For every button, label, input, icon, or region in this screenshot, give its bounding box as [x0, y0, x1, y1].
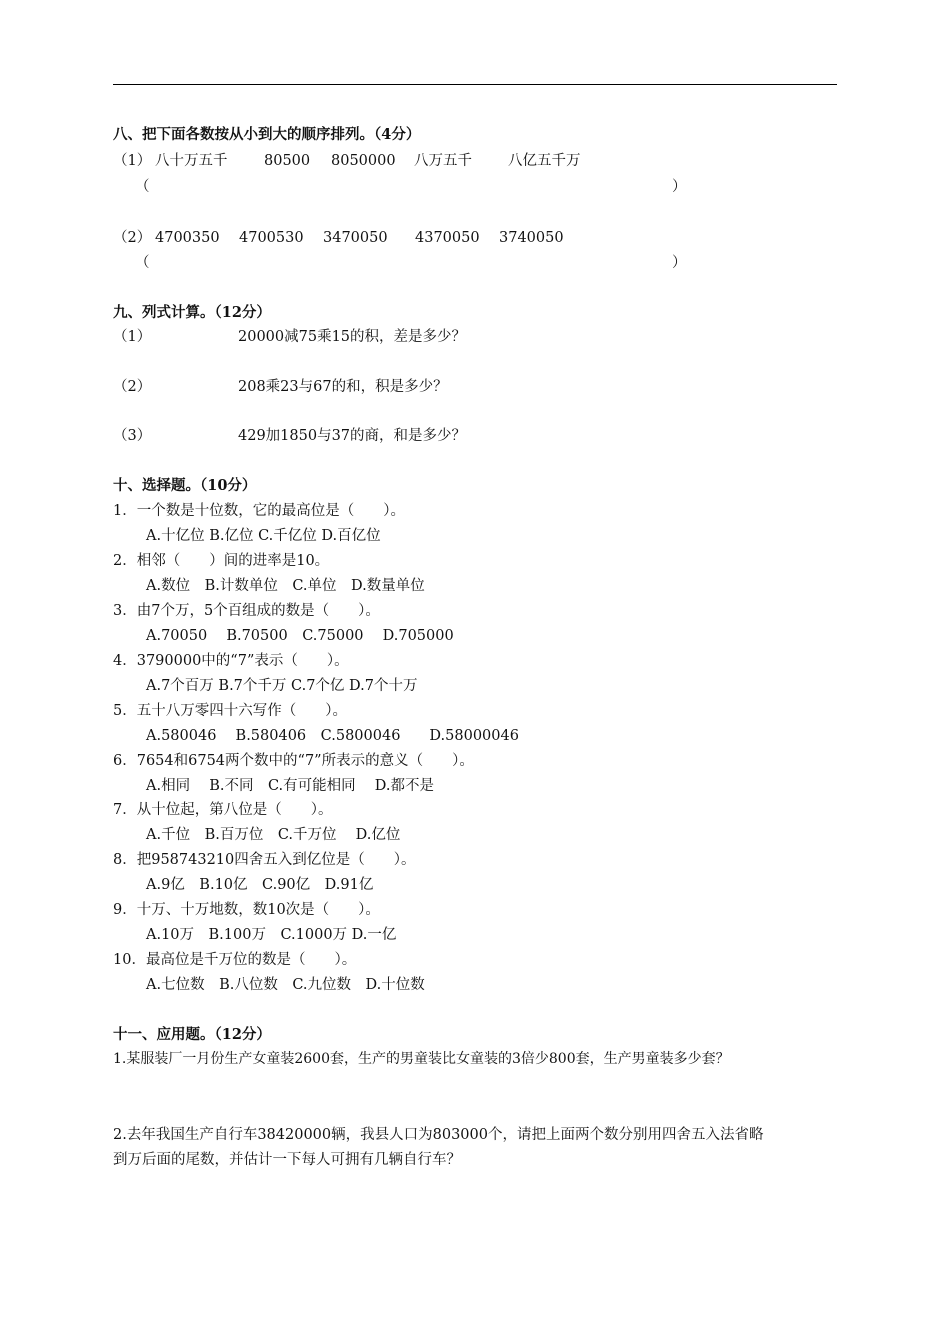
mc-options: A.相同 B.不同 C.有可能相同 D.都不是: [146, 778, 434, 794]
s9-item-label: （1）: [113, 329, 152, 345]
mc-options: A.七位数 B.八位数 C.九位数 D.十位数: [146, 977, 425, 993]
mc-question: 1．一个数是十位数，它的最高位是（ ）。: [113, 503, 405, 519]
s8-q2-item: 4700530: [239, 230, 304, 246]
mc-options: A.580046 B.580406 C.5800046 D.58000046: [146, 728, 519, 744]
mc-question: 7．从十位起，第八位是（ ）。: [113, 802, 333, 818]
section-11-title: 十一、应用题。（12分）: [113, 1026, 271, 1043]
mc-options: A.70050 B.70500 C.75000 D.705000: [146, 628, 454, 644]
s8-q2-label: （2）: [113, 230, 152, 246]
s9-item-text: 429加1850与37的商，和是多少？: [238, 428, 467, 444]
s8-q2-item: 4700350: [155, 230, 220, 246]
word-problem-2-line2: 到万后面的尾数，并估计一下每人可拥有几辆自行车？: [113, 1152, 461, 1168]
mc-question: 8．把958743210四舍五入到亿位是（ ）。: [113, 852, 416, 868]
mc-options: A.7个百万 B.7个千万 C.7个亿 D.7个十万: [146, 678, 418, 694]
mc-question: 4．3790000中的“7”表示（ ）。: [113, 653, 349, 669]
s8-q1-item: 8050000: [331, 153, 396, 169]
s8-q1-item: 八万五千: [414, 153, 472, 169]
s8-q2-item: 3740050: [499, 230, 564, 246]
section-10-title: 十、选择题。（10分）: [113, 477, 257, 494]
mc-options: A.数位 B.计数单位 C.单位 D.数量单位: [146, 578, 425, 594]
mc-options: A.千位 B.百万位 C.千万位 D.亿位: [146, 827, 401, 843]
mc-question: 10．最高位是千万位的数是（ ）。: [113, 952, 357, 968]
s8-q1-label: （1）: [113, 153, 152, 169]
header-rule: [113, 84, 837, 85]
mc-question: 6．7654和6754两个数中的“7”所表示的意义（ ）。: [113, 753, 474, 769]
s8-q2-answer-close: ）: [672, 255, 687, 271]
s8-q1-answer-open: （: [135, 179, 150, 195]
mc-question: 5．五十八万零四十六写作（ ）。: [113, 703, 347, 719]
s9-item-label: （3）: [113, 428, 152, 444]
mc-options: A.9亿 B.10亿 C.90亿 D.91亿: [146, 877, 374, 893]
s8-q2-item: 4370050: [415, 230, 480, 246]
s9-item-label: （2）: [113, 379, 152, 395]
s9-item-text: 20000减75乘15的积，差是多少？: [238, 329, 467, 345]
mc-question: 9．十万、十万地数，数10次是（ ）。: [113, 902, 380, 918]
s8-q1-item: 八亿五千万: [508, 153, 581, 169]
mc-options: A.10万 B.100万 C.1000万 D.一亿: [146, 927, 397, 943]
s8-q1-answer-close: ）: [672, 179, 687, 195]
section-8-title: 八、把下面各数按从小到大的顺序排列。（4分）: [113, 126, 421, 143]
section-9-title: 九、列式计算。（12分）: [113, 304, 271, 321]
s9-item-text: 208乘23与67的和，积是多少？: [238, 379, 448, 395]
word-problem-2-line1: 2.去年我国生产自行车38420000辆，我县人口为803000个，请把上面两个数分别用四舍五入法省略: [113, 1127, 764, 1143]
s8-q2-item: 3470050: [323, 230, 388, 246]
s8-q2-answer-open: （: [135, 255, 150, 271]
s8-q1-item: 80500: [264, 153, 311, 169]
s8-q1-item: 八十万五千: [155, 153, 228, 169]
word-problem-1: 1.某服装厂一月份生产女童装2600套，生产的男童装比女童装的3倍少800套，生产男童装多少套？: [113, 1051, 730, 1067]
mc-options: A.十亿位 B.亿位 C.千亿位 D.百亿位: [146, 528, 381, 544]
mc-question: 3．由7个万，5个百组成的数是（ ）。: [113, 603, 380, 619]
mc-question: 2．相邻（ ）间的进率是10。: [113, 553, 330, 569]
